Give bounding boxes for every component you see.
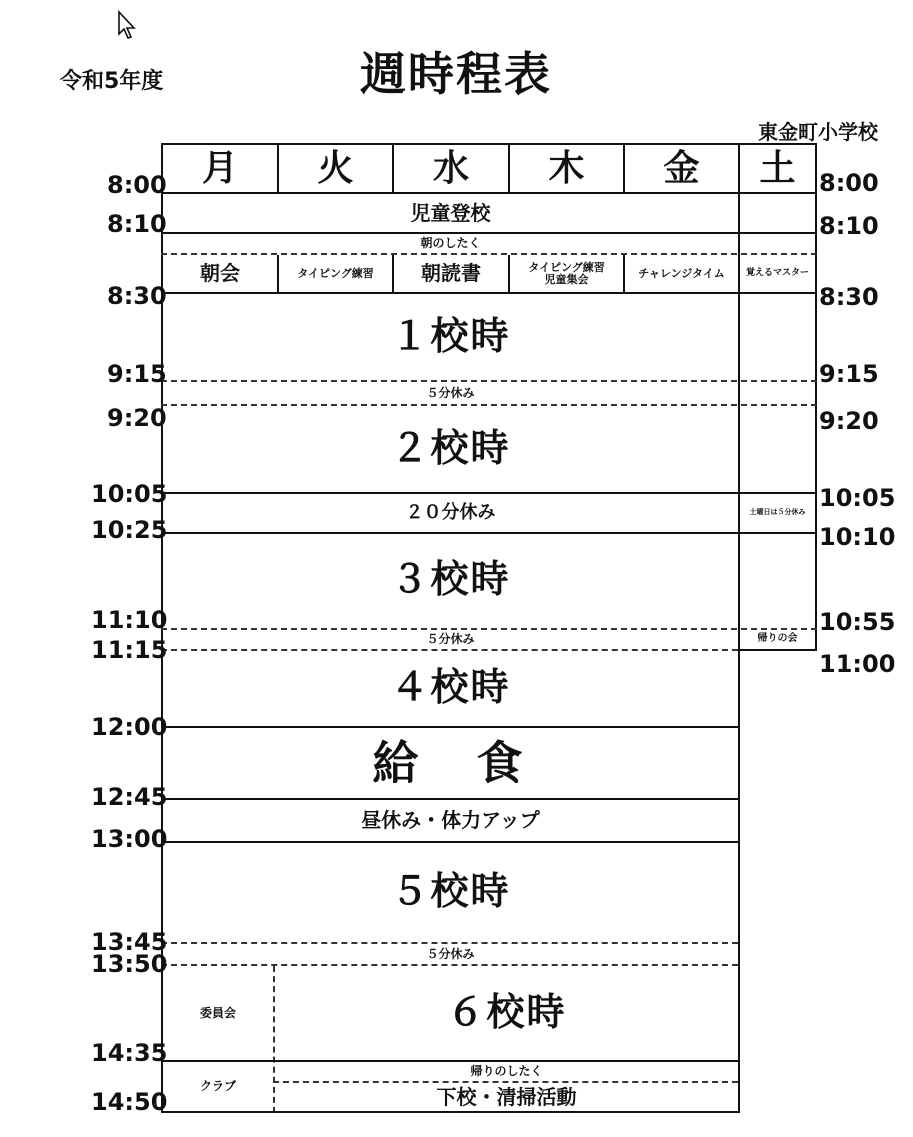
morning-mon: 朝会	[200, 261, 240, 285]
time-label: 8:10	[107, 210, 167, 238]
block-arrival: 児童登校	[410, 200, 491, 225]
time-label: 10:55	[819, 608, 896, 636]
lunch: 給 食	[372, 735, 529, 790]
break-20min: ２０分休み	[405, 501, 496, 523]
dismissal-cleaning: 下校・清掃活動	[436, 1084, 577, 1109]
period-6: ６校時	[446, 990, 567, 1035]
period-4: ４校時	[390, 665, 511, 710]
going-home-prep: 帰りのしたく	[470, 1063, 543, 1078]
club: クラブ	[199, 1078, 236, 1093]
time-label: 13:45	[91, 928, 168, 956]
break-5min-a: ５分休み	[426, 385, 475, 400]
day-thursday: 木	[548, 147, 585, 189]
school-year: 令和5年度	[60, 69, 164, 94]
time-label: 14:50	[91, 1088, 168, 1116]
time-label: 13:00	[91, 825, 168, 853]
school-name: 東金町小学校	[758, 120, 878, 144]
recess: 昼休み・体力アップ	[361, 807, 540, 832]
time-label: 9:15	[819, 360, 879, 388]
table-saturday-right-border	[815, 143, 817, 651]
time-label: 13:50	[91, 950, 168, 978]
time-label: 9:20	[819, 407, 879, 435]
morning-tue: タイピング練習	[297, 266, 374, 280]
morning-thu: タイピング練習 児童集会	[528, 260, 605, 286]
time-label: 8:00	[107, 171, 167, 199]
period-5: ５校時	[390, 869, 511, 914]
time-label: 11:00	[819, 650, 896, 678]
day-tuesday: 火	[317, 147, 354, 189]
period-3: ３校時	[390, 557, 511, 602]
morning-sat: 覚えるマスター	[745, 267, 809, 278]
time-label: 8:10	[819, 212, 879, 240]
time-label: 8:30	[107, 282, 167, 310]
break-5min-c: ５分休み	[426, 946, 475, 961]
mouse-cursor-icon	[117, 10, 139, 40]
page-title: 週時程表	[360, 47, 552, 101]
period-1: １校時	[390, 314, 511, 359]
time-label: 9:20	[107, 404, 167, 432]
time-label: 9:15	[107, 360, 167, 388]
time-label: 12:00	[91, 713, 168, 741]
morning-wed: 朝読書	[421, 261, 481, 285]
time-label: 14:35	[91, 1039, 168, 1067]
time-label: 11:15	[91, 636, 168, 664]
day-saturday: 土	[759, 147, 796, 189]
day-wednesday: 水	[432, 147, 469, 189]
period-2: ２校時	[390, 426, 511, 471]
committee: 委員会	[199, 1005, 236, 1020]
row-line	[738, 649, 817, 651]
saturday-homeroom: 帰りの会	[757, 633, 798, 645]
morning-fri: チャレンジタイム	[638, 266, 725, 280]
time-label: 11:10	[91, 606, 168, 634]
day-monday: 月	[201, 147, 238, 189]
time-label: 10:05	[91, 480, 168, 508]
time-label: 10:05	[819, 484, 896, 512]
block-morning-prep: 朝のしたく	[420, 236, 481, 251]
day-friday: 金	[663, 147, 700, 189]
break-5min-b: ５分休み	[426, 631, 475, 646]
time-label: 12:45	[91, 783, 168, 811]
time-label: 8:00	[819, 169, 879, 197]
time-label: 10:10	[819, 523, 896, 551]
time-label: 10:25	[91, 516, 168, 544]
table-bottom-border	[161, 1111, 740, 1113]
time-label: 8:30	[819, 283, 879, 311]
saturday-break: 土曜日は５分休み	[749, 508, 806, 517]
